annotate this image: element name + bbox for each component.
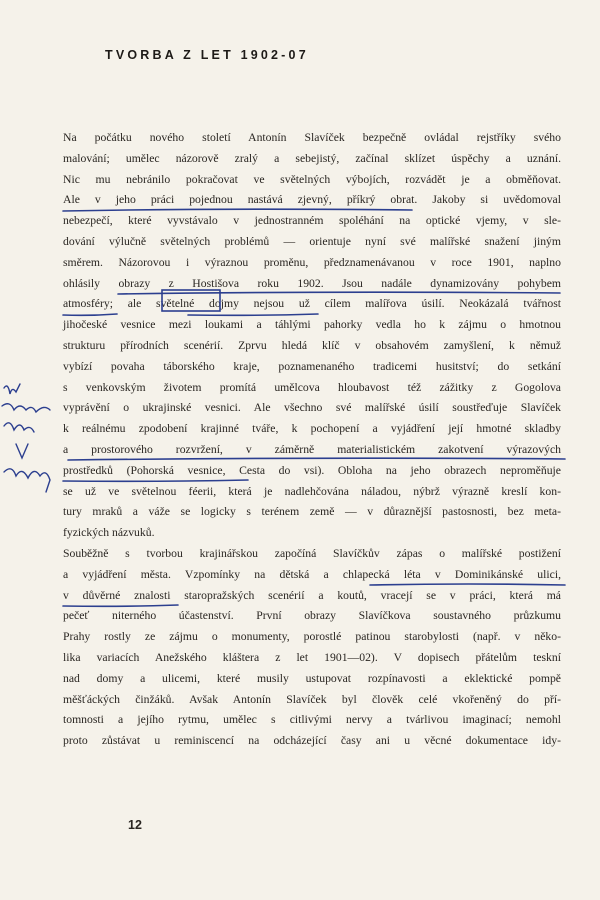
body-text bbox=[63, 128, 561, 752]
text-line: nebezpečí, které vyvstávalo v jednostranném spoléhání na optické vjemy, v sle- bbox=[63, 214, 561, 228]
text-line: strukturu přírodních scenérií. Zprvu hledá klíč v obsahovém zamyšlení, k němuž bbox=[63, 338, 561, 352]
text-line: fyzických názvuků. bbox=[63, 526, 155, 540]
text-line: vyprávění o ukrajinské vesnici. Ale všechno své malířské úsilí soustřeďuje Slavíček bbox=[63, 401, 561, 415]
text-line: jihočeské vesnice mezi loukami a táhlými pahorky vedla ho k zájmu o hmotnou bbox=[63, 318, 561, 332]
text-line: prostředků (Pohorská vesnice, Cesta do vsi). Obloha na jeho obrazech neproměňuje bbox=[63, 463, 561, 477]
text-line: pečeť niterného účastenství. První obrazy Slavíčkova soustavného průzkumu bbox=[63, 609, 561, 623]
text-line: Nic mu nebránilo pokračovat ve světelných výbojích, rozvádět je a obměňovat. bbox=[63, 172, 561, 186]
text-line: atmosféry; ale světelné dojmy nejsou už cílem malířova úsilí. Neokázalá tvářnost bbox=[63, 297, 561, 311]
text-line: s venkovským životem promítá umělcova hloubavost též zážitky z Gogolova bbox=[63, 380, 561, 394]
text-line: nad domy a ulicemi, které musily ustupovat rozpínavosti a eklektické pompě bbox=[63, 671, 561, 685]
text-line: a vyjádření města. Vzpomínky na dětská a chlapecká léta v Dominikánské ulici, bbox=[63, 567, 561, 581]
text-line: tomnosti a jejího rytmu, umělec s citlivými nervy a tvárlivou imaginací; nemohl bbox=[63, 713, 561, 727]
text-line: se už ve světelnou féerii, která je nadlehčována náladou, nýbrž výrazně kreslí kon- bbox=[63, 484, 561, 498]
text-line: Na počátku nového století Antonín Slavíček bezpečně ovládal rejstříky svého bbox=[63, 131, 561, 144]
text-line: lika variacích Anežského kláštera z let 1901—02). V dopisech přátelům teskní bbox=[63, 650, 561, 664]
text-line: Souběžně s tvorbou krajinářskou započíná Slavíčkův zápas o malířské postižení bbox=[63, 546, 561, 560]
text-line: k reálnému zpodobení krajinné tváře, k pochopení a vyjádření její hmotné skladby bbox=[63, 422, 561, 436]
text-line: ohlásily obrazy z Hostišova roku 1902. Jsou nadále dynamizovány pohybem bbox=[63, 276, 561, 290]
text-line: směrem. Názorovou i výraznou proměnu, předznamenávanou v roce 1901, naplno bbox=[63, 255, 561, 269]
text-line: a prostorového rozvržení, v záměrně materialistickém zakotvení výrazových bbox=[63, 442, 561, 456]
page-number: 12 bbox=[128, 818, 142, 832]
text-line: malování; umělec názorově zralý a sebejistý, začínal sklízet úspěchy a uznání. bbox=[63, 151, 561, 165]
text-line: tury mraků a váže se logicky s terénem země — v důraznější pastosnosti, bez meta- bbox=[63, 505, 561, 519]
chapter-title: TVORBA Z LET 1902-07 bbox=[105, 48, 309, 62]
text-line: Prahy rostly ze zájmu o monumenty, porostlé patinou starobylosti (např. v něko- bbox=[63, 630, 561, 644]
text-line: vybízí povaha táborského kraje, poznamenaného tradicemi husitství; do setkání bbox=[63, 359, 561, 373]
text-line: dování výlučně světelných problémů — orientuje nyní své malířské snažení jiným bbox=[63, 234, 561, 248]
text-line: v důvěrné znalosti staropražských scenérií a koutů, vracejí se v práci, která má bbox=[63, 588, 561, 602]
text-line: Ale v jeho práci pojednou nastává zjevný, příkrý obrat. Jakoby si uvědomoval bbox=[63, 193, 561, 207]
margin-handwriting bbox=[0, 380, 70, 520]
text-line: měšťáckých činžáků. Avšak Antonín Slavíček byl člověk celé vkořeněný do pří- bbox=[63, 692, 561, 706]
text-line: proto zůstávat u reminiscencí na odcházející časy ani u věcné dokumentace idy- bbox=[63, 734, 561, 748]
